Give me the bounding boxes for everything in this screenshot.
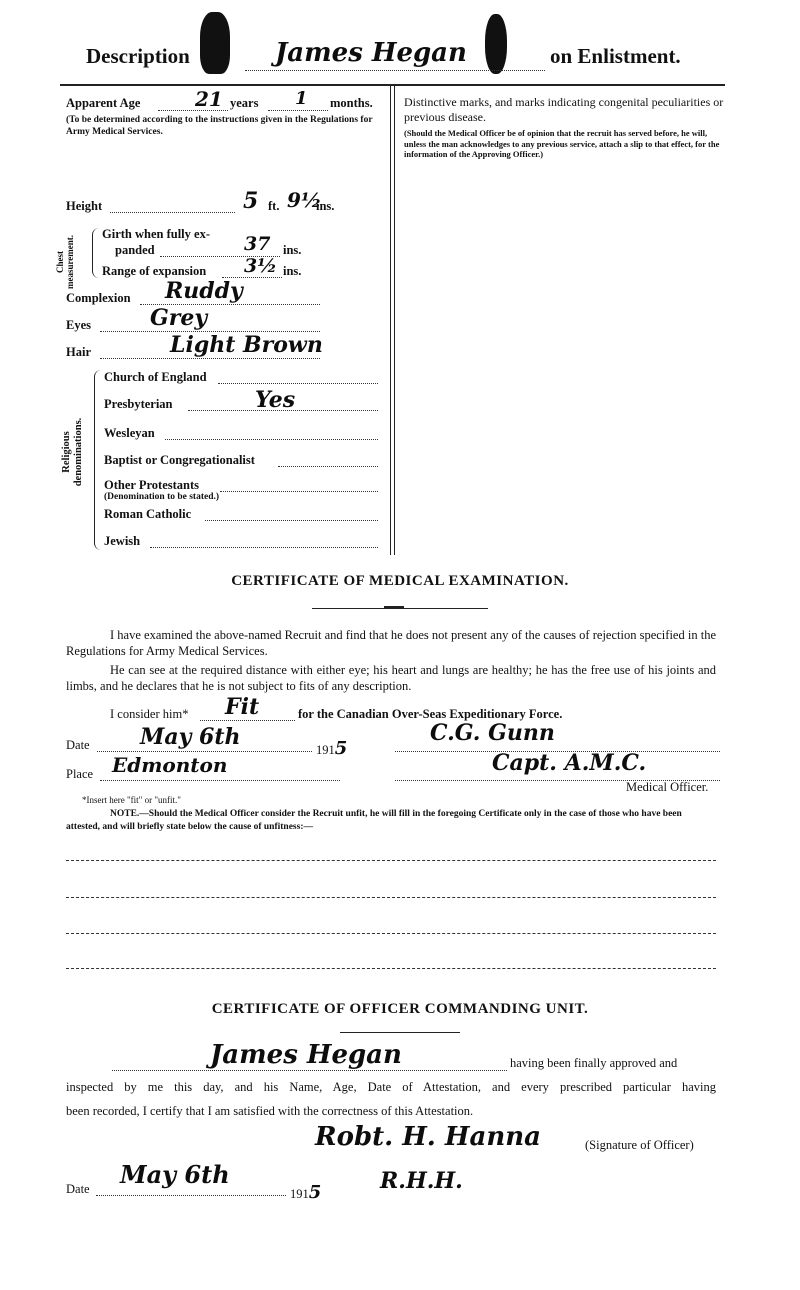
unfitness-line-2 [66,897,716,898]
for-force-text: for the Canadian Over-Seas Expeditionary Force. [298,707,563,721]
unfitness-line-3 [66,933,716,934]
medical-year-value: 5 [334,738,348,759]
religion-brace [94,370,101,550]
commanding-line-2: inspected by me this day, and his Name, Age, Date of Attestation, and every prescribed particular having [66,1080,716,1094]
medical-date-value: May 6th [140,724,241,750]
age-months-value: 1 [295,88,308,109]
commanding-name-value: James Hegan [210,1040,402,1070]
chest-brace [92,228,99,278]
commanding-date-dots [96,1195,286,1196]
ink-blot-2 [485,14,507,74]
height-dots [110,212,235,213]
center-divider [390,85,391,555]
complexion-label: Complexion [66,291,131,305]
religion-dots-4 [220,491,378,492]
fit-dots [200,720,295,721]
commanding-date-value: May 6th [120,1160,230,1189]
signature-of-officer-label: (Signature of Officer) [585,1138,694,1152]
range-label: Range of expansion [102,264,207,278]
range-ins: ins. [283,264,302,278]
medical-date-label: Date [66,738,90,752]
ins-label: ins. [316,199,335,213]
medical-rule-ornament [384,606,404,609]
top-rule [60,84,725,86]
hair-dots [100,358,320,359]
religion-presbyterian: Presbyterian [104,397,173,411]
commanding-date-label: Date [66,1182,90,1196]
header-on-enlistment: on Enlistment. [550,44,681,68]
girth-ins: ins. [283,243,302,257]
commanding-year-prefix: 191 [290,1187,309,1201]
unfitness-line-4 [66,968,716,969]
insert-note: *Insert here "fit" or "unfit." [82,795,181,805]
girth-label: Girth when fully ex- [102,227,210,241]
religion-dots-6 [150,547,378,548]
fit-value: Fit [225,694,260,720]
unfitness-line-1 [66,860,716,861]
medical-signature: C.G. Gunn [430,720,555,746]
commanding-name-dots [112,1070,507,1071]
religion-dots-2 [165,439,378,440]
medical-rank: Capt. A.M.C. [492,750,647,776]
religion-church-of-england: Church of England [104,370,207,384]
place-dots [100,780,340,781]
presbyterian-value: Yes [255,387,296,413]
commanding-title: CERTIFICATE OF OFFICER COMMANDING UNIT. [211,1001,589,1017]
girth-label-2: panded [115,243,155,257]
consider-label: I consider him* [110,707,189,721]
commanding-title-rule [340,1032,460,1033]
medical-paragraph-2: He can see at the required distance with either eye; his heart and lungs are healthy; he has the free use of his joints and limbs, and he declares that he is not subject to fits of any description. [66,663,716,693]
hair-label: Hair [66,345,91,359]
header-description: Description [86,44,190,68]
chest-side-label: Chest measurement. [55,234,75,290]
center-divider-2 [394,85,395,555]
denomination-note: (Denomination to be stated.) [104,492,220,502]
header-dotline [245,70,545,71]
hair-value: Light Brown [170,332,323,358]
height-label: Height [66,199,103,213]
medical-year [316,738,347,759]
eyes-value: Grey [150,305,208,331]
religion-jewish: Jewish [104,534,141,548]
ft-label: ft. [268,199,280,213]
eyes-label: Eyes [66,318,91,332]
medical-officer-label: Medical Officer. [626,780,709,794]
height-ft-value: 5 [243,188,259,214]
marks-note: (Should the Medical Officer be of opinion that the recruit has served before, he will, unless the man acknowledges to any previous service, attach a slip to that effect, for the information of the Approving Officer.) [404,128,720,159]
marks-title: Distinctive marks, and marks indicating congenital peculiarities or previous disease. [404,95,724,124]
height-in-value: 9½ [287,188,322,212]
commanding-initials: R.H.H. [380,1168,463,1194]
ink-blot [200,12,230,74]
complexion-value: Ruddy [165,278,243,304]
range-value: 3½ [244,255,278,277]
religion-dots-0 [218,383,378,384]
medical-date-dots [97,751,312,752]
medical-paragraph-1: I have examined the above-named Recruit and find that he does not present any of the causes of rejection specified in the Regulations for Army Medical Services. [66,628,716,658]
religion-baptist: Baptist or Congregationalist [104,453,255,467]
commanding-signature: Robt. H. Hanna [315,1122,541,1152]
medical-note: NOTE.—Should the Medical Officer consider the Recruit unfit, he will fill in the foregoing Certificate only in the case of those who have been attested, and will briefly state below the cause of unfitness:— [66,809,682,832]
age-years-dots [158,110,228,111]
girth-value: 37 [244,233,271,255]
medical-year-prefix: 191 [316,743,335,757]
age-months-dots [268,110,328,111]
commanding-line-1: having been finally approved and [510,1056,678,1070]
commanding-line-3: been recorded, I certify that I am satisfied with the correctness of this Attestation. [66,1104,474,1118]
religion-dots-3 [278,466,378,467]
place-value: Edmonton [112,753,228,777]
medical-title: CERTIFICATE OF MEDICAL EXAMINATION. [231,573,569,589]
commanding-year [290,1182,321,1203]
place-label: Place [66,767,94,781]
religion-side-label: Religious denominations. [61,417,84,487]
religion-other-protestants: Other Protestants [104,478,200,492]
religion-dots-5 [205,520,378,521]
religion-roman-catholic: Roman Catholic [104,507,192,521]
months-label: months. [330,96,373,110]
age-years-value: 21 [195,87,223,111]
age-label: Apparent Age [66,96,141,110]
years-label: years [230,96,259,110]
age-note: (To be determined according to the instructions given in the Regulations for Army Medical Services. [66,115,373,137]
commanding-year-value: 5 [308,1182,322,1203]
religion-wesleyan: Wesleyan [104,426,155,440]
header-name-handwritten: James Hegan [275,38,467,68]
